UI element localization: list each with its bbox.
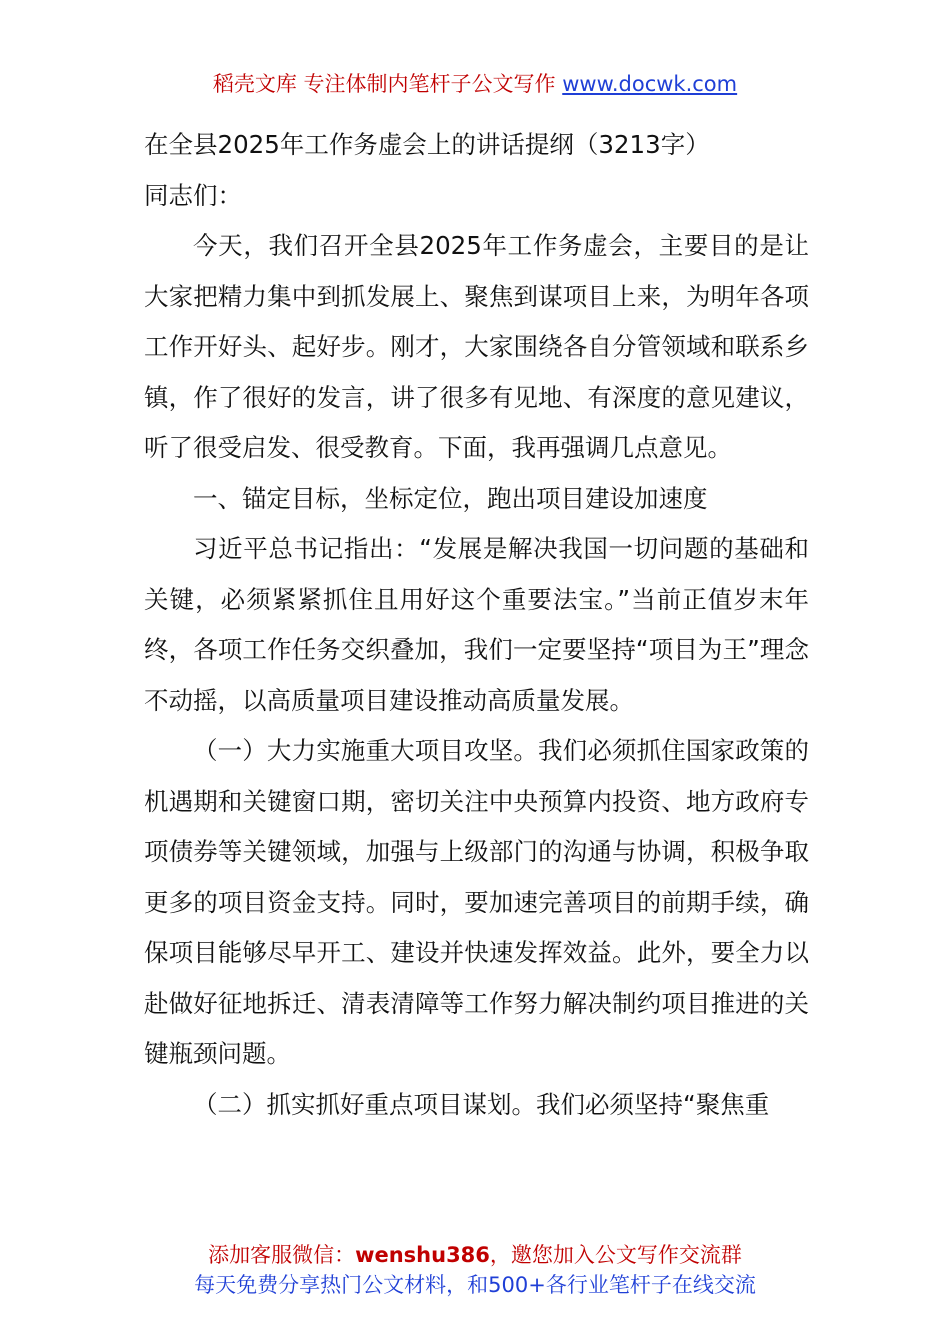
paragraph-subsection-2: （二）抓实抓好重点项目谋划。我们必须坚持“聚焦重 [193, 1089, 770, 1119]
document-title: 在全县2025年工作务虚会上的讲话提纲（3213字） [144, 130, 710, 159]
footer-prefix: 添加客服微信： [208, 1243, 356, 1267]
paragraph-subsection-1: （一）大力实施重大项目攻坚。我们必须抓住国家政策的机遇期和关键窗口期，密切关注中央预算内投资、地方政府专项债券等关键领域，加强与上级部门的沟通与协调，积极争取更多的项目资金支持。同时，要加速完善项目的前期手续，确保项目能够尽早开工、建设并快速发挥效益。此外，要全力以赴做好征地拆迁、清表清障等工作努力解决制约项目推进的关键瓶颈问题。 [144, 736, 809, 1068]
footer-line-2: 每天免费分享热门公文材料，和500+各行业笔杆子在线交流 [194, 1273, 756, 1297]
section-heading-1: 一、锚定目标，坐标定位，跑出项目建设加速度 [193, 483, 708, 513]
page-footer [0, 1240, 950, 1300]
paragraph-intro: 今天，我们召开全县2025年工作务虚会，主要目的是让大家把精力集中到抓发展上、聚焦到谋项目上来，为明年各项工作开好头、起好步。刚才，大家围绕各自分管领域和联系乡镇，作了很好的发言，讲了很多有见地、有深度的意见建议，听了很受启发、很受教育。下面，我再强调几点意见。 [144, 231, 809, 462]
paragraph-quote: 习近平总书记指出：“发展是解决我国一切问题的基础和关键，必须紧紧抓住且用好这个重要法宝。”当前正值岁末年终，各项工作任务交织叠加，我们一定要坚持“项目为王”理念不动摇，以高质量项目建设推动高质量发展。 [144, 534, 809, 715]
document-body [144, 120, 809, 1130]
header-brand-text: 稻壳文库 专注体制内笔杆子公文写作 [212, 72, 556, 96]
salutation: 同志们： [144, 180, 242, 210]
wechat-id: wenshu386 [355, 1243, 490, 1267]
footer-line-1 [0, 1240, 950, 1270]
footer-suffix: ，邀您加入公文写作交流群 [489, 1243, 742, 1267]
header-site-link[interactable]: www.docwk.com [562, 72, 738, 96]
page-header [0, 68, 950, 100]
